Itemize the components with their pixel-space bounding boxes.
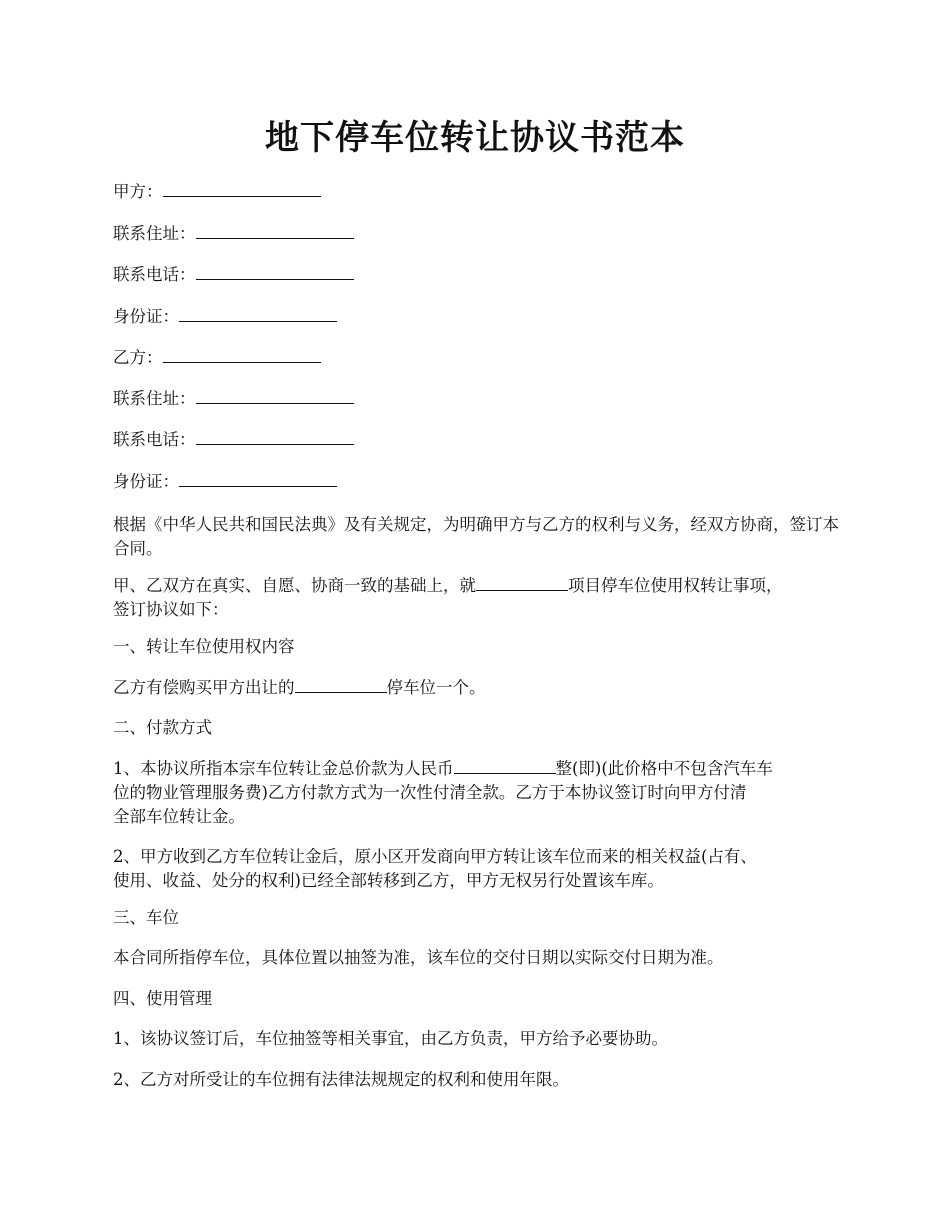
party-b-address-blank[interactable] [196,387,354,404]
section-1-text-before: 乙方有偿购买甲方出让的 [113,678,295,697]
price-text-before: 1、本协议所指本宗车位转让金总价款为人民币 [113,759,454,778]
party-b-id-label: 身份证： [113,472,179,491]
party-a-label: 甲方： [113,182,163,201]
section-2-item-2-line-1: 2、甲方收到乙方车位转让金后，原小区开发商向甲方转让该车位而来的相关权益(占有、 [113,847,757,866]
parking-space-blank[interactable] [295,676,387,693]
party-a-phone-blank[interactable] [196,263,354,280]
price-blank[interactable] [454,757,556,774]
section-2-heading: 二、付款方式 [113,718,212,737]
party-a-address-field [113,222,853,246]
section-1-text [113,676,853,700]
section-1-text-after: 停车位一个。 [386,678,486,697]
party-a-phone-label: 联系电话： [113,265,196,284]
party-a-field [113,180,853,204]
section-4-heading: 四、使用管理 [113,989,212,1008]
price-text-after: 整(即)(此价格中不包含汽车车 [555,759,773,778]
party-b-id-blank[interactable] [179,470,337,487]
section-1-heading: 一、转让车位使用权内容 [113,637,295,656]
section-3-heading: 三、车位 [113,908,179,927]
section-2-item-1-line-2: 位的物业管理服务费)乙方付款方式为一次性付清全款。乙方于本协议签订时向甲方付清 [113,783,747,802]
party-a-id-field [113,305,853,329]
section-2-item-2-line-2: 使用、收益、处分的权利)已经全部转移到乙方，甲方无权另行处置该车库。 [113,871,664,890]
party-b-phone-label: 联系电话： [113,430,196,449]
section-4-item-2: 2、乙方对所受让的车位拥有法律法规规定的权利和使用年限。 [113,1070,569,1089]
party-b-phone-field [113,428,853,452]
party-b-id-field [113,470,853,494]
party-b-blank[interactable] [163,346,321,363]
party-a-id-blank[interactable] [179,305,337,322]
basis-text-before: 甲、乙双方在真实、自愿、协商一致的基础上，就 [113,576,476,595]
party-a-address-label: 联系住址： [113,224,196,243]
party-b-address-label: 联系住址： [113,389,196,408]
party-a-phone-field [113,263,853,287]
section-3-text: 本合同所指停车位，具体位置以抽签为准，该车位的交付日期以实际交付日期为准。 [113,948,724,967]
basis-text-after: 项目停车位使用权转让事项， [568,576,783,595]
party-a-id-label: 身份证： [113,307,179,326]
section-4-item-1: 1、该协议签订后，车位抽签等相关事宜，由乙方负责，甲方给予必要协助。 [113,1029,668,1048]
party-a-address-blank[interactable] [196,222,354,239]
basis-line-2: 签订协议如下： [113,600,229,619]
document-title: 地下停车位转让协议书范本 [265,118,685,158]
section-2-item-1-line-3: 全部车位转让金。 [113,807,245,826]
section-2-item-1-line-1 [113,757,853,781]
intro-paragraph: 根据《中华人民共和国民法典》及有关规定，为明确甲方与乙方的权利与义务，经双方协商，签订本合同。 [113,515,839,558]
basis-line-1 [113,574,853,598]
project-name-blank[interactable] [476,574,568,591]
party-b-field [113,346,853,370]
party-b-phone-blank[interactable] [196,428,354,445]
party-b-address-field [113,387,853,411]
party-b-label: 乙方： [113,348,163,367]
party-a-blank[interactable] [163,180,321,197]
